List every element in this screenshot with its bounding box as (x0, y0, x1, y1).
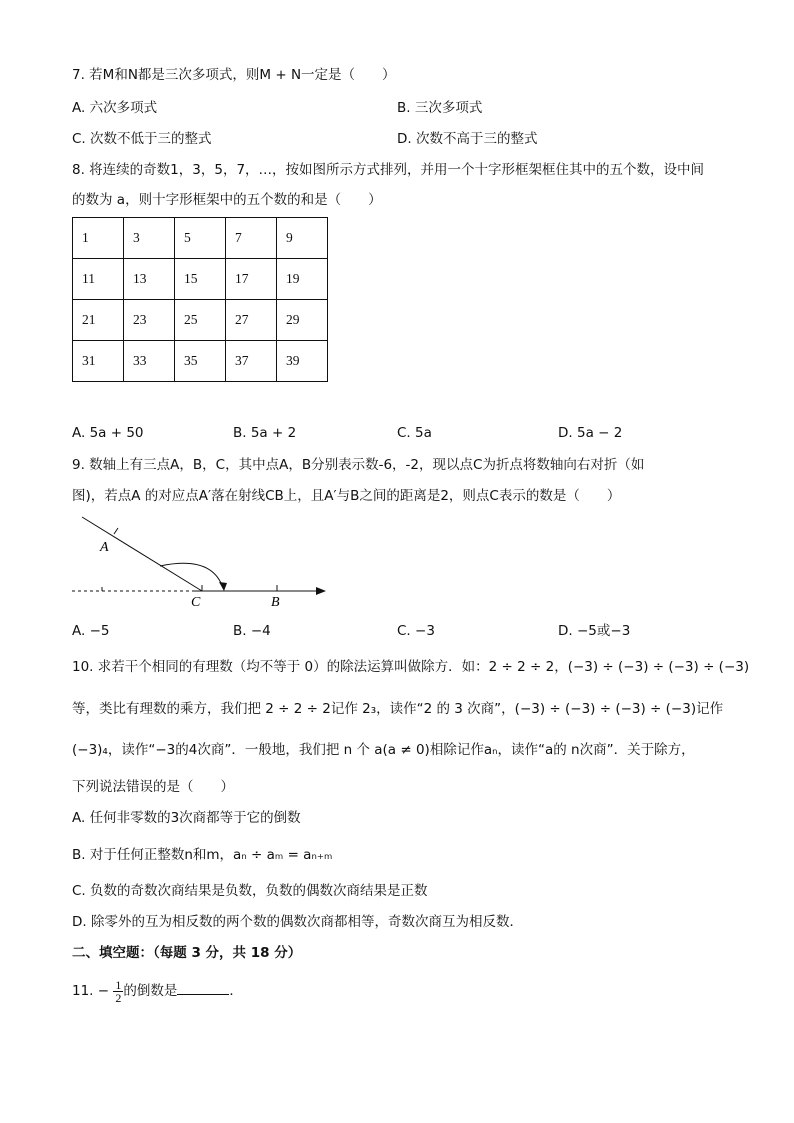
grid-cell: 39 (277, 341, 328, 382)
q10-line1: 10. 求若干个相同的有理数（均不等于 0）的除法运算叫做除方．如：2 ÷ 2 ÷ 2，(−3) ÷ (−3) ÷ (−3) ÷ (−3) (72, 659, 750, 675)
fold-arrow-icon (219, 582, 227, 591)
grid-cell: 3 (124, 218, 175, 259)
odd-number-grid (72, 217, 328, 382)
q7-option-d: D. 次数不高于三的整式 (397, 131, 538, 147)
q11-fraction (113, 979, 123, 1004)
label-c: C (191, 595, 201, 610)
grid-cell: 33 (124, 341, 175, 382)
grid-cell: 23 (124, 300, 175, 341)
grid-cell: 27 (226, 300, 277, 341)
q10-option-b: B. 对于任何正整数n和m，aₙ ÷ aₘ = aₙ₊ₘ (72, 847, 333, 863)
label-a: A (100, 540, 109, 555)
q8-option-c: C. 5a (397, 425, 432, 441)
q9-stem-line2: 图)，若点A 的对应点A′落在射线CB上，且A′与B之间的距离是2，则点C表示的数是（ ） (72, 488, 621, 504)
axis-arrow-icon (316, 587, 326, 595)
grid-cell: 25 (175, 300, 226, 341)
grid-cell: 7 (226, 218, 277, 259)
grid-cell: 15 (175, 259, 226, 300)
q8-option-a: A. 5a + 50 (72, 425, 144, 441)
q10-line3: (−3)₄，读作“−3的4次商”．一般地，我们把 n 个 a(a ≠ 0)相除记作aₙ，读作“a的 n次商”．关于除方， (72, 742, 695, 758)
q7-option-c: C. 次数不低于三的整式 (72, 131, 212, 147)
tick-a (114, 528, 118, 534)
grid-cell: 5 (175, 218, 226, 259)
q8-stem-line2: 的数为 a，则十字形框架中的五个数的和是（ ） (72, 192, 382, 208)
q10-line4: 下列说法错误的是（ ） (72, 779, 234, 795)
q11-denominator: 2 (115, 990, 122, 1005)
answer-blank[interactable] (177, 981, 229, 995)
q7-option-a: A. 六次多项式 (72, 100, 158, 116)
q10-option-d: D. 除零外的互为相反数的两个数的偶数次商都相等，奇数次商互为相反数． (72, 914, 523, 930)
grid-cell: 31 (73, 341, 124, 382)
q11-number: 11. (72, 983, 94, 999)
grid-cell: 13 (124, 259, 175, 300)
q10-option-c: C. 负数的奇数次商结果是负数，负数的偶数次商结果是正数 (72, 883, 428, 899)
grid-cell: 35 (175, 341, 226, 382)
section-heading: 二、填空题：（每题 3 分，共 18 分） (72, 945, 302, 961)
grid-cell: 21 (73, 300, 124, 341)
q11-numerator: 1 (115, 977, 122, 992)
grid-cell: 37 (226, 341, 277, 382)
grid-row (73, 218, 328, 259)
q11-end: ． (229, 983, 243, 999)
q11 (72, 976, 243, 1006)
q10-line2: 等，类比有理数的乘方，我们把 2 ÷ 2 ÷ 2记作 2₃，读作“2 的 3 次商”，(−3) ÷ (−3) ÷ (−3) ÷ (−3)记作 (72, 701, 724, 717)
grid-cell: 1 (73, 218, 124, 259)
q8-option-d: D. 5a − 2 (558, 425, 623, 441)
q10-option-a: A. 任何非零数的3次商都等于它的倒数 (72, 810, 301, 826)
grid-cell: 11 (73, 259, 124, 300)
grid-cell: 19 (277, 259, 328, 300)
grid-cell: 29 (277, 300, 328, 341)
q11-sign: − (97, 983, 110, 999)
grid-cell: 9 (277, 218, 328, 259)
q7-option-b: B. 三次多项式 (397, 100, 483, 116)
q9-option-a: A. −5 (72, 623, 110, 639)
grid-row (73, 300, 328, 341)
grid-cell: 17 (226, 259, 277, 300)
grid-row (73, 341, 328, 382)
q7-stem: 7. 若M和N都是三次多项式，则M + N一定是（ ） (72, 67, 396, 83)
q9-option-c: C. −3 (397, 623, 435, 639)
label-b: B (271, 595, 280, 610)
q9-option-b: B. −4 (233, 623, 271, 639)
q9-stem-line1: 9. 数轴上有三点A，B，C，其中点A，B分别表示数-6，-2，现以点C为折点将数轴向右对折（如 (72, 457, 645, 473)
grid-row (73, 259, 328, 300)
q11-text: 的倒数是 (123, 983, 178, 999)
number-line-fold-figure (72, 515, 332, 610)
q9-option-d: D. −5或−3 (558, 623, 631, 639)
q8-option-b: B. 5a + 2 (233, 425, 297, 441)
q8-stem-line1: 8. 将连续的奇数1，3，5，7，…，按如图所示方式排列，并用一个十字形框架框住其中的五个数，设中间 (72, 162, 705, 178)
